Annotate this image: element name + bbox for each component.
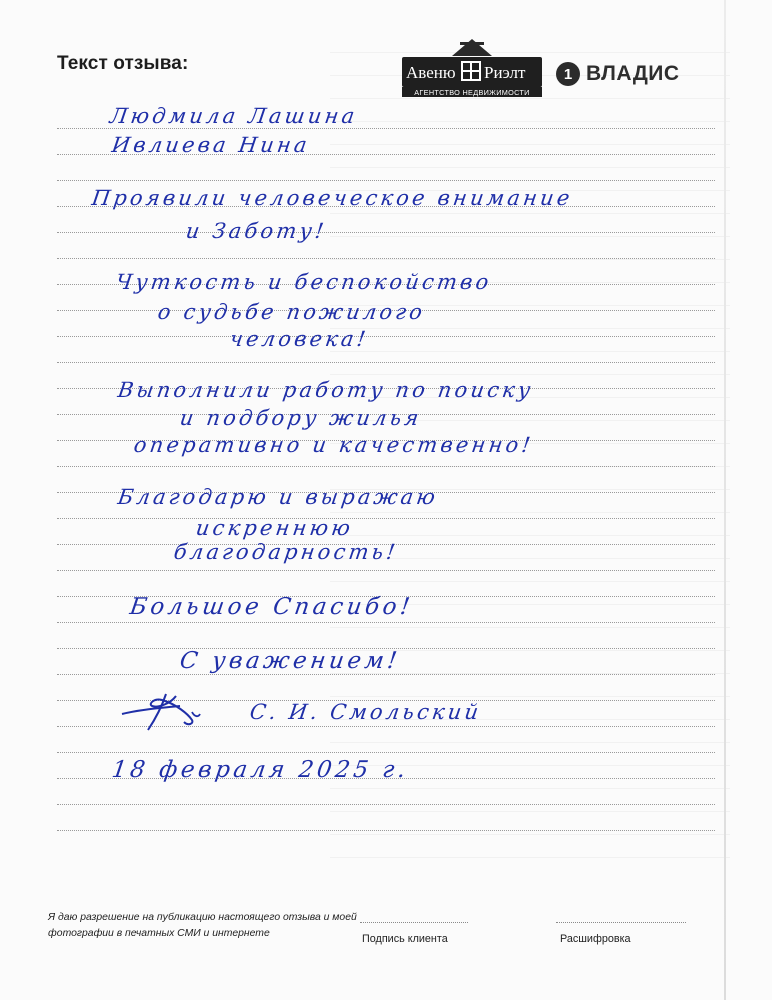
ruled-line: [57, 674, 715, 675]
handwritten-line: Людмила Лашина: [108, 104, 360, 128]
handwritten-line: Благодарю и выражаю: [116, 485, 440, 509]
ruled-line: [57, 180, 715, 181]
ruled-line: [57, 518, 715, 519]
handwritten-line: Чуткость и беспокойство: [114, 270, 494, 294]
page-edge: [724, 0, 726, 1000]
handwritten-line: искреннюю: [194, 516, 355, 540]
handwritten-line: оперативно и качественно!: [132, 433, 535, 457]
realt-word: Риэлт: [484, 63, 526, 82]
handwritten-line: и подбору жилья: [178, 406, 424, 430]
aveny-subtitle: АГЕНТСТВО НЕДВИЖИМОСТИ: [414, 88, 530, 97]
client-signature-line: [360, 922, 468, 923]
vladis-wordmark: ВЛАДИС: [586, 62, 680, 85]
handwritten-signature: [118, 688, 218, 734]
aveny-word: Авеню: [406, 63, 456, 82]
ruled-line: [57, 466, 715, 467]
ruled-line: [57, 570, 715, 571]
handwritten-date: 18 февраля 2025 г.: [110, 757, 411, 783]
vladis-logo: [556, 60, 680, 88]
handwritten-line: и Заботу!: [184, 219, 329, 243]
handwritten-line: С уважением!: [178, 648, 403, 674]
handwritten-line: Проявили человеческое внимание: [90, 186, 575, 210]
ruled-line: [57, 336, 715, 337]
handwritten-line: Ивлиева Нина: [110, 133, 312, 157]
ruled-line: [57, 622, 715, 623]
client-signature-label: Подпись клиента: [362, 933, 448, 945]
ruled-line: [57, 830, 715, 831]
ruled-line: [57, 128, 715, 129]
handwritten-line: Выполнили работу по поиску: [116, 378, 536, 402]
ruled-line: [57, 804, 715, 805]
ruled-line: [57, 258, 715, 259]
form-title: Текст отзыва:: [57, 53, 189, 74]
vladis-mark-icon: 1: [556, 62, 580, 86]
ruled-line: [57, 752, 715, 753]
handwritten-signature-name: С. И. Смольский: [248, 700, 484, 724]
handwritten-line: благодарность!: [172, 540, 400, 564]
aveny-realt-logo: [402, 36, 542, 98]
handwritten-line: человека!: [228, 327, 371, 351]
ruled-line: [57, 362, 715, 363]
ruled-line: [57, 232, 715, 233]
publication-consent-text: Я даю разрешение на публикацию настоящего отзыва и моей фотографии в печатных СМИ и интернете: [48, 912, 357, 939]
handwritten-line: о судьбе пожилого: [156, 300, 427, 324]
name-decode-line: [556, 922, 686, 923]
decode-label: Расшифровка: [560, 933, 631, 945]
handwritten-line: Большое Спасибо!: [128, 594, 415, 620]
